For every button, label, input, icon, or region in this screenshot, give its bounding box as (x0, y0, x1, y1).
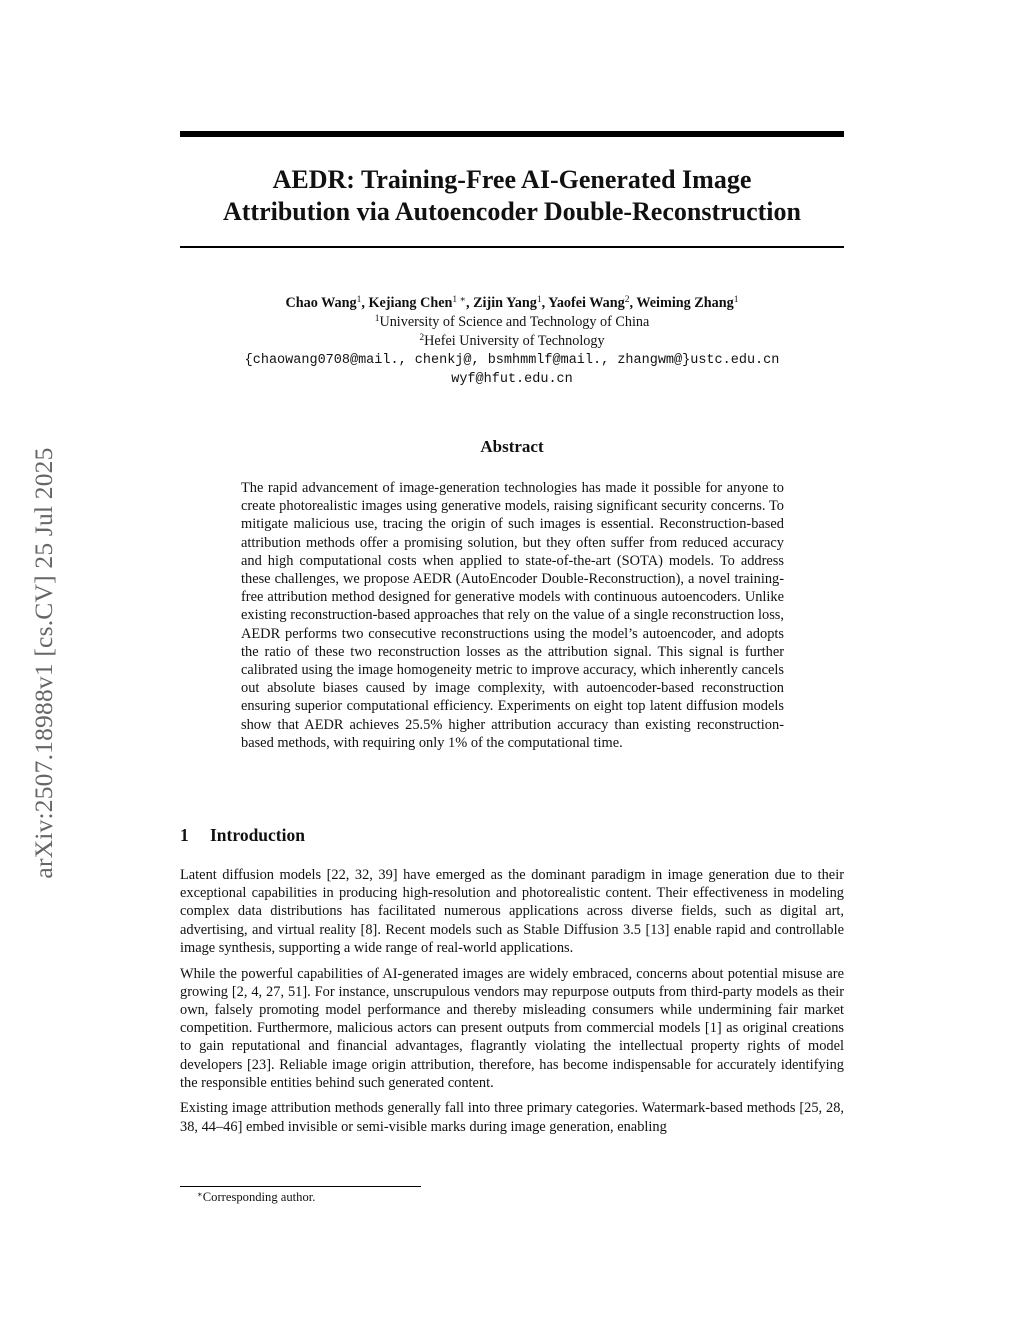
author-names: Chao Wang$^1$, Kejiang Chen$^{1 ∗}$, Zijin Yang$^1$, Yaofei Wang$^2$, Weiming Zhang$^1$ (285, 295, 739, 311)
affiliation-text: Hefei University of Technology (424, 333, 605, 349)
footnote-mark: ∗ (197, 1189, 203, 1199)
affiliation-1 (180, 313, 844, 332)
affiliation-text: University of Science and Technology of China (379, 314, 650, 330)
author-name: Zijin Yang (473, 295, 537, 311)
paragraph: Latent diffusion models [22, 32, 39] have emerged as the dominant paradigm in image generation due to their exceptional capabilities in producing high-resolution and photorealistic content. Their effectiveness in modeling complex data distributions has facilitated numerous applications across diverse fields, such as digital art, advertising, and virtual reality [8]. Recent models such as Stable Diffusion 3.5 [13] enable rapid and controllable image synthesis, supporting a wide range of real-world applications. (180, 867, 844, 956)
title-bottom-rule (180, 246, 844, 248)
author-name: Chao Wang (285, 295, 357, 311)
paragraph: Existing image attribution methods generally fall into three primary categories. Watermark-based methods [25, 28, 38, 44–46] embed invisible or semi-visible marks during image generation, enabling (180, 1100, 844, 1135)
title-top-rule (180, 131, 844, 137)
footnote (197, 1189, 797, 1205)
section-title-text: Introduction (210, 825, 305, 845)
title-line-1: AEDR: Training-Free AI-Generated Image (272, 165, 752, 194)
author-name: Yaofei Wang (548, 295, 625, 311)
paragraph: While the powerful capabilities of AI-generated images are widely embraced, concerns about potential misuse are growing [2, 4, 27, 51]. For instance, unscrupulous vendors may repurpose outputs from third-party models as their own, falsely promoting model performance and thereby misleading consumers while undermining fair market competition. Furthermore, malicious actors can present outputs from commercial models [1] as original creations to gain reputational and financial advantages, flagrantly violating the intellectual property rights of model developers [23]. Reliable image origin attribution, therefore, has become indispensable for accurately identifying the responsible entities behind such generated content. (180, 965, 844, 1091)
introduction-body (180, 866, 844, 1143)
abstract-heading: Abstract (480, 437, 544, 456)
section-number: 1 (180, 825, 189, 845)
affiliation-2 (180, 332, 844, 351)
paper-title (180, 164, 844, 228)
author-name: Kejiang Chen (368, 295, 453, 311)
affiliation-mark: 1 (356, 295, 362, 305)
email-list: {chaowang0708@mail., chenkj@, bsmhmmlf@mail., zhangwm@}ustc.edu.cn (244, 353, 780, 368)
author-block (180, 294, 844, 389)
section-heading-introduction (180, 824, 844, 846)
footnote-rule (180, 1186, 421, 1187)
email-secondary: wyf@hfut.edu.cn (451, 372, 573, 387)
author-name: Weiming Zhang (636, 295, 734, 311)
title-line-2: Attribution via Autoencoder Double-Reconstruction (222, 197, 801, 226)
affiliation-mark: 2 (624, 295, 630, 305)
affiliation-mark: 1 (374, 314, 380, 324)
footnote-text: Corresponding author. (202, 1190, 316, 1204)
affiliation-mark: 1 (733, 295, 739, 305)
arxiv-sidebar-stamp: arXiv:2507.18988v1 [cs.CV] 25 Jul 2025 (29, 447, 58, 879)
abstract-text: The rapid advancement of image-generation technologies has made it possible for anyone to create photorealistic images using generative models, raising significant security concerns. To mitigate malicious use, tracing the origin of such images is essential. Reconstruction-based attribution methods offer a promising solution, but they often suffer from reduced accuracy and high computational costs when applied to state-of-the-art (SOTA) models. To address these challenges, we propose AEDR (AutoEncoder Double-Reconstruction), a novel training-free attribution method designed for generative models with continuous autoencoders. Unlike existing reconstruction-based approaches that rely on the value of a single reconstruction loss, AEDR performs two consecutive reconstructions using the model’s autoencoder, and adopts the ratio of these two reconstruction losses as the attribution signal. This signal is further calibrated using the image homogeneity metric to improve accuracy, which inherently cancels out absolute biases caused by image complexity, with autoencoder-based reconstruction ensuring superior computational efficiency. Experiments on eight top latent diffusion models show that AEDR achieves 25.5% higher attribution accuracy than existing reconstruction-based methods, with requiring only 1% of the computational time. (241, 480, 784, 751)
affiliation-mark: 1 ∗ (452, 295, 466, 305)
affiliation-mark: 2 (419, 333, 425, 343)
affiliation-mark: 1 (536, 295, 542, 305)
